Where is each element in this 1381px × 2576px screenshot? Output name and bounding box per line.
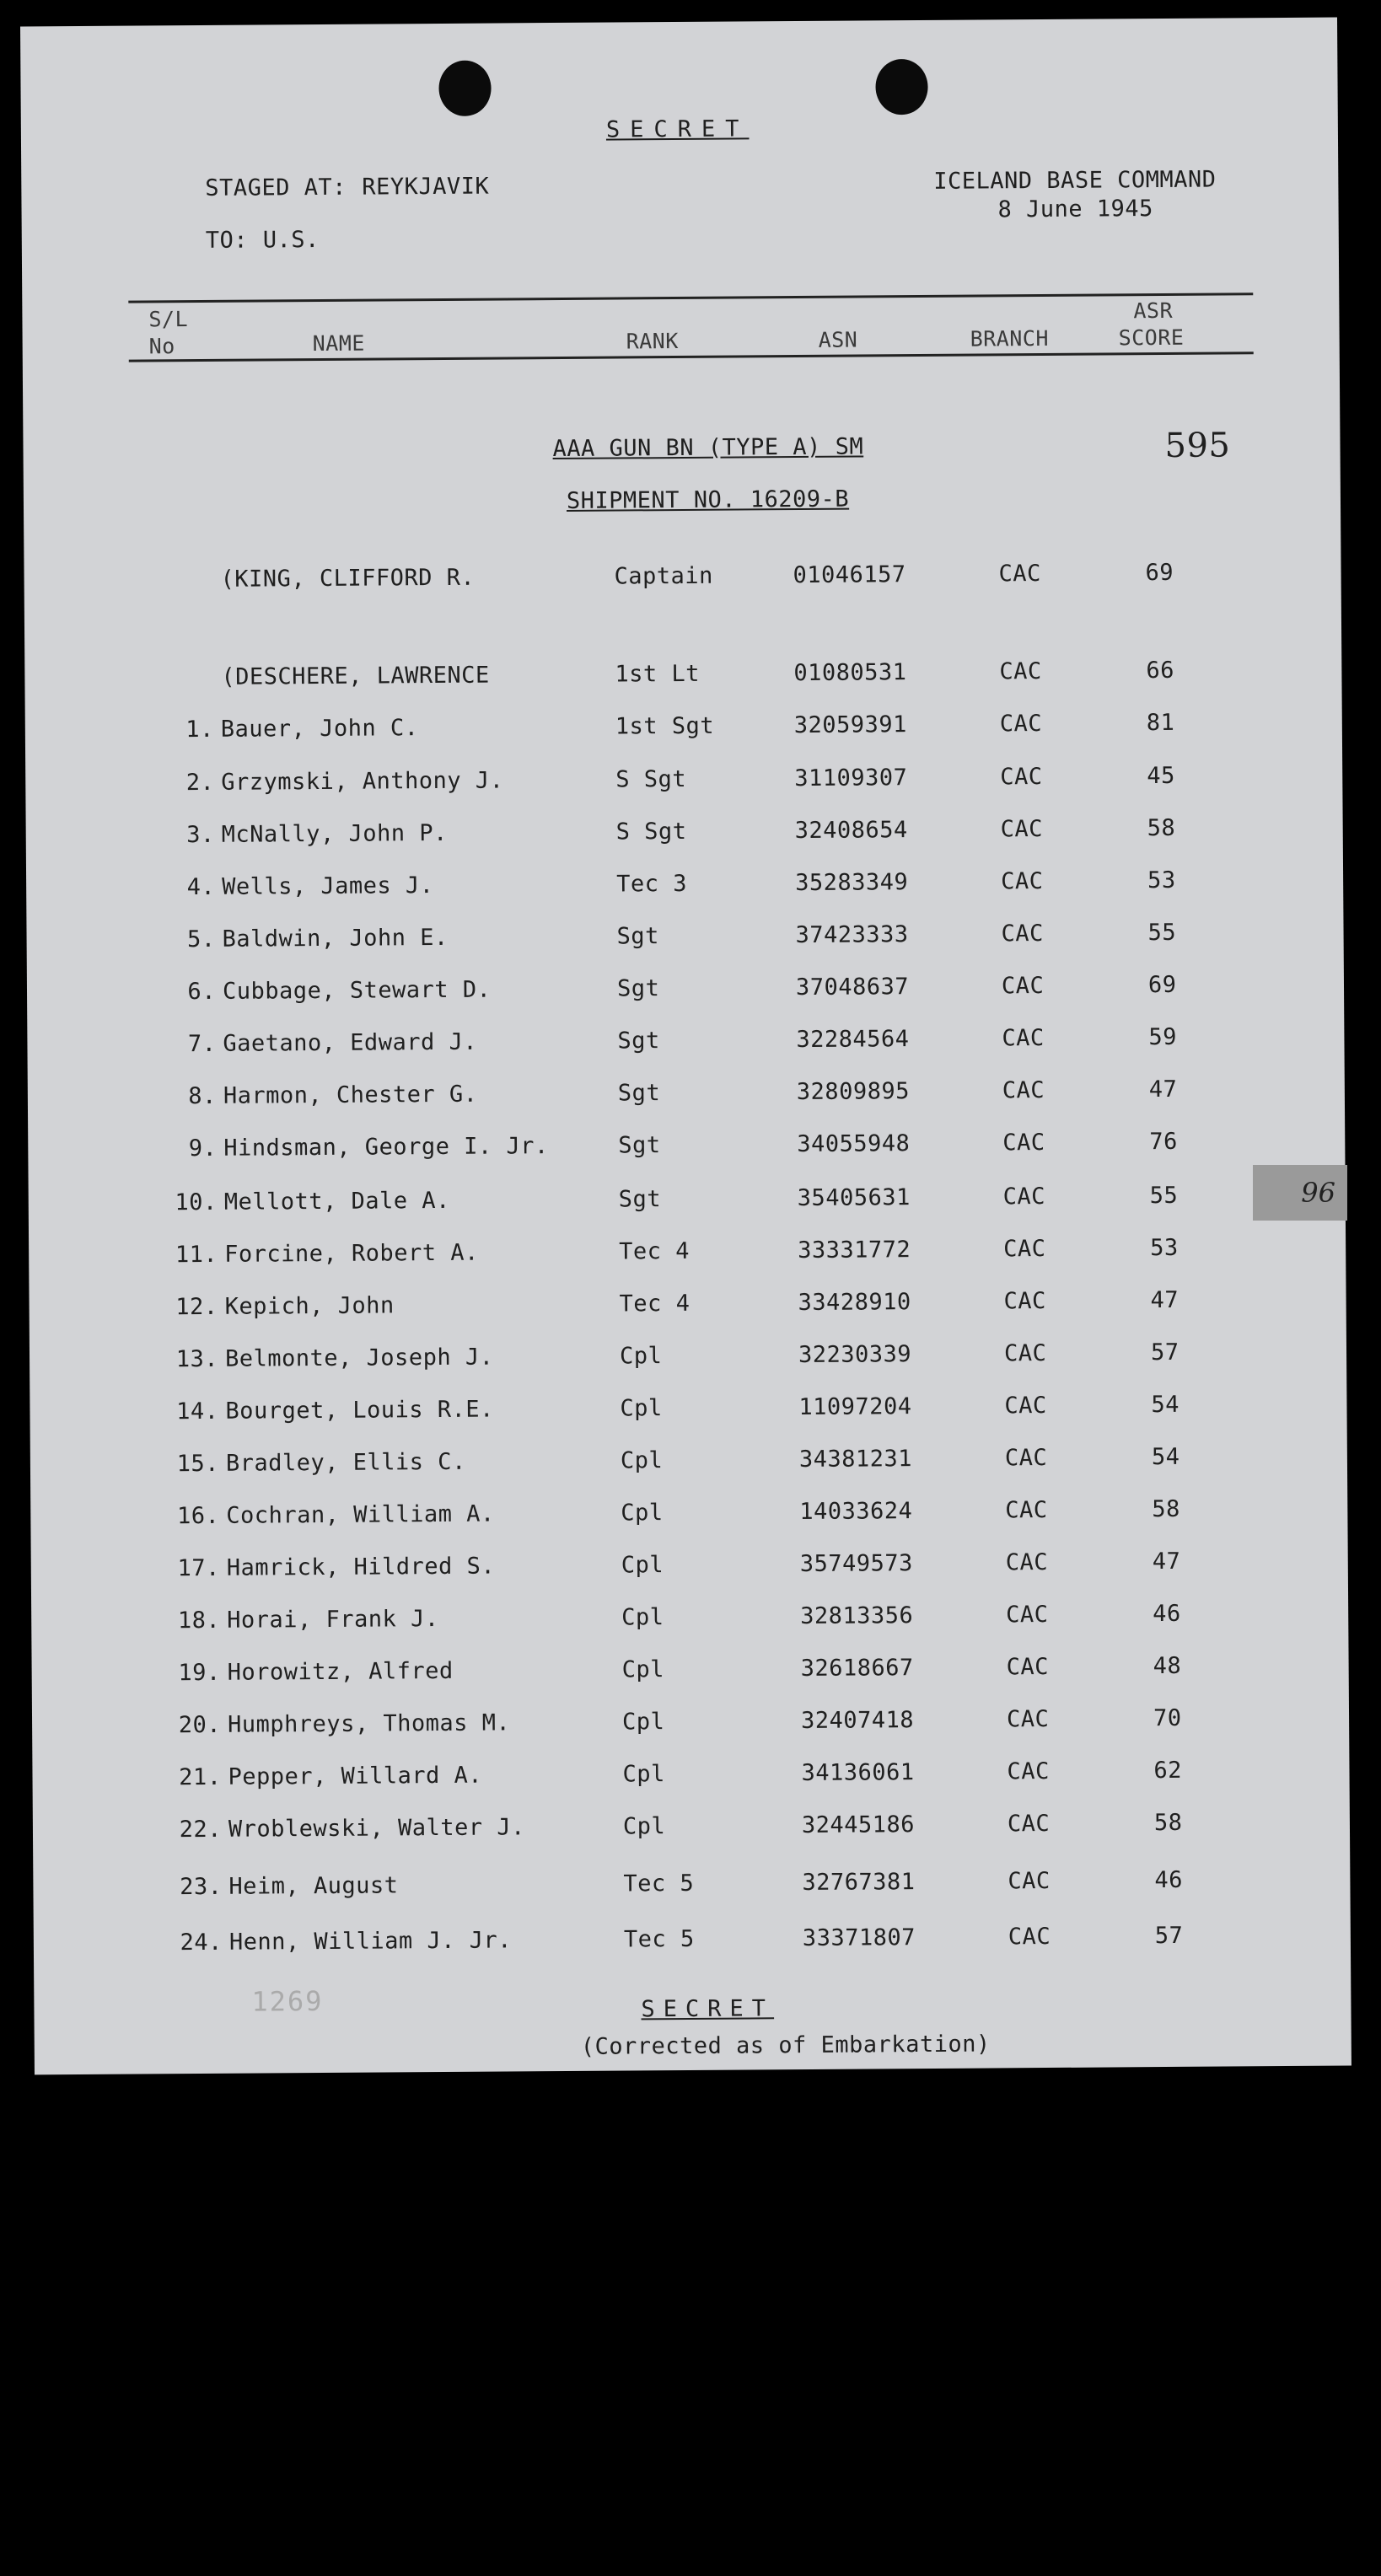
col-name: NAME — [312, 330, 365, 357]
col-sl-top: S/L — [148, 307, 189, 332]
serial-number: 7. — [187, 1030, 217, 1058]
table-row — [34, 1921, 1351, 1981]
asn-cell: 31109307 — [794, 765, 908, 792]
asn-cell: 11097204 — [798, 1393, 912, 1421]
branch-cell: CAC — [1004, 1444, 1048, 1472]
branch-cell: CAC — [1004, 1392, 1047, 1419]
table-row — [32, 1704, 1349, 1763]
score-cell: 54 — [1151, 1391, 1180, 1419]
score-cell: 57 — [1154, 1922, 1184, 1950]
rank-cell: Sgt — [617, 1080, 661, 1107]
score-cell: 69 — [1147, 971, 1177, 999]
score-cell: 66 — [1146, 657, 1175, 684]
serial-number: 24. — [180, 1929, 223, 1956]
asn-cell: 35405631 — [797, 1184, 911, 1212]
branch-cell: CAC — [1007, 1810, 1051, 1838]
score-cell: 69 — [1145, 559, 1174, 587]
officer-row — [24, 559, 1341, 619]
rank-cell: Tec 5 — [623, 1925, 695, 1953]
branch-cell: CAC — [1002, 1077, 1045, 1104]
page-number: 595 — [1164, 426, 1231, 465]
score-cell: 62 — [1153, 1757, 1183, 1784]
rank-cell: Cpl — [621, 1500, 664, 1527]
serial-number: 17. — [177, 1554, 220, 1582]
table-row — [25, 709, 1342, 769]
person-name: Forcine, Robert A. — [224, 1239, 479, 1268]
unit-title: AAA GUN BN (TYPE A) SM — [552, 433, 864, 463]
footer-note: (Corrected as of Embarkation) — [580, 2031, 991, 2060]
person-name: Horowitz, Alfred — [227, 1657, 454, 1686]
rank-cell: Cpl — [621, 1709, 665, 1736]
branch-cell: CAC — [1002, 1183, 1046, 1210]
serial-number: 8. — [188, 1082, 217, 1110]
asn-cell: 01080531 — [793, 659, 907, 687]
rank-cell: Tec 4 — [619, 1290, 690, 1318]
command-name: ICELAND BASE COMMAND — [933, 166, 1217, 195]
asn-cell: 37048637 — [795, 974, 910, 1001]
asn-cell: 32059391 — [793, 711, 907, 739]
table-row — [29, 1234, 1346, 1294]
col-rank: RANK — [626, 329, 679, 354]
rank-cell: 1st Sgt — [615, 712, 715, 740]
to-label: TO: — [205, 227, 249, 254]
person-name: Harmon, Chester G. — [223, 1081, 478, 1109]
rank-cell: S Sgt — [615, 818, 687, 845]
table-row — [29, 1182, 1346, 1242]
branch-cell: CAC — [1006, 1601, 1049, 1629]
table-row — [27, 971, 1344, 1031]
serial-number: 4. — [186, 873, 216, 901]
officer-row — [24, 657, 1341, 716]
score-cell: 53 — [1150, 1234, 1179, 1262]
score-cell: 58 — [1152, 1495, 1180, 1523]
col-branch: BRANCH — [970, 325, 1050, 352]
serial-number: 22. — [179, 1816, 223, 1843]
asn-cell: 32408654 — [794, 817, 908, 845]
rank-cell: Cpl — [622, 1813, 666, 1840]
rank-cell: Cpl — [620, 1447, 664, 1474]
table-row — [31, 1548, 1348, 1607]
branch-cell: CAC — [1000, 764, 1043, 791]
document-page — [20, 18, 1351, 2075]
asn-cell: 35283349 — [795, 869, 909, 897]
shipment-number: SHIPMENT NO. 16209-B — [566, 486, 850, 514]
person-name: Pepper, Willard A. — [228, 1762, 483, 1790]
asn-cell: 34136061 — [801, 1759, 915, 1787]
serial-number: 2. — [185, 769, 215, 797]
asn-cell: 37423333 — [795, 921, 909, 949]
rank-cell: Sgt — [618, 1132, 661, 1159]
person-name: Hindsman, George I. Jr. — [223, 1133, 549, 1162]
table-row — [33, 1808, 1350, 1868]
person-name: McNally, John P. — [221, 819, 448, 848]
rank-cell: Tec 3 — [616, 870, 688, 898]
asn-cell: 32809895 — [796, 1078, 911, 1106]
branch-cell: CAC — [1003, 1339, 1047, 1367]
table-row — [33, 1865, 1350, 1925]
branch-cell: CAC — [1001, 868, 1044, 895]
person-name: (KING, CLIFFORD R. — [220, 564, 476, 593]
table-row — [31, 1600, 1348, 1660]
rank-cell: Cpl — [620, 1395, 663, 1422]
asn-cell: 33331772 — [798, 1237, 911, 1264]
table-row — [25, 762, 1342, 822]
person-name: Wroblewski, Walter J. — [228, 1814, 525, 1843]
score-cell: 54 — [1151, 1443, 1180, 1471]
asn-cell: 32813356 — [800, 1602, 914, 1630]
branch-cell: CAC — [1001, 920, 1044, 947]
branch-cell: CAC — [1002, 1129, 1045, 1157]
table-row — [28, 1076, 1345, 1135]
staged-at-label: STAGED AT: — [205, 174, 347, 201]
branch-cell: CAC — [1007, 1758, 1050, 1785]
person-name: Bauer, John C. — [220, 715, 419, 743]
serial-number: 12. — [175, 1293, 218, 1321]
score-cell: 70 — [1153, 1704, 1182, 1732]
person-name: Henn, William J. Jr. — [228, 1927, 513, 1956]
person-name: Cubbage, Stewart D. — [222, 976, 492, 1005]
rank-cell: S Sgt — [615, 765, 687, 793]
margin-tab: 96 — [1253, 1165, 1347, 1221]
person-name: Heim, August — [228, 1872, 399, 1900]
score-cell: 47 — [1148, 1076, 1178, 1103]
serial-number: 16. — [176, 1502, 220, 1530]
asn-cell: 33371807 — [802, 1924, 916, 1952]
table-row — [30, 1286, 1346, 1346]
serial-number: 13. — [175, 1345, 219, 1373]
score-cell: 76 — [1149, 1128, 1178, 1156]
rank-cell: Cpl — [621, 1604, 664, 1631]
score-cell: 53 — [1147, 867, 1176, 894]
serial-number: 9. — [188, 1135, 218, 1162]
table-row — [30, 1339, 1346, 1398]
serial-number: 6. — [187, 978, 217, 1006]
staged-at-value: REYKJAVIK — [362, 173, 490, 201]
header-rule-bottom — [129, 352, 1254, 362]
asn-cell: 14033624 — [799, 1498, 913, 1526]
serial-number: 5. — [186, 926, 216, 953]
table-row — [32, 1652, 1349, 1712]
table-row — [26, 814, 1343, 874]
rank-cell: Cpl — [621, 1552, 664, 1579]
col-asr-top: ASR — [1133, 298, 1174, 324]
classification-bottom: SECRET — [641, 1995, 775, 2023]
serial-number: 15. — [176, 1450, 220, 1478]
asn-cell: 01046157 — [793, 561, 906, 589]
score-cell: 45 — [1147, 762, 1175, 790]
person-name: Hamrick, Hildred S. — [226, 1553, 496, 1581]
score-cell: 58 — [1153, 1809, 1183, 1837]
serial-number: 3. — [186, 821, 215, 849]
branch-cell: CAC — [999, 711, 1043, 738]
rank-cell: Sgt — [616, 975, 660, 1002]
table-row — [30, 1391, 1346, 1451]
person-name: Grzymski, Anthony J. — [221, 767, 504, 796]
score-cell: 46 — [1153, 1600, 1181, 1628]
table-row — [26, 919, 1343, 979]
table-row — [30, 1443, 1347, 1503]
person-name: (DESCHERE, LAWRENCE — [221, 662, 490, 690]
person-name: Kepich, John — [224, 1292, 395, 1320]
asn-cell: 32618667 — [800, 1655, 914, 1682]
person-name: Bradley, Ellis C. — [225, 1448, 466, 1477]
person-name: Cochran, William A. — [226, 1500, 495, 1529]
table-row — [28, 1128, 1345, 1188]
branch-cell: CAC — [998, 561, 1041, 588]
score-cell: 47 — [1150, 1286, 1179, 1314]
classification-top: SECRET — [605, 115, 750, 143]
score-cell: 58 — [1147, 814, 1176, 842]
table-row — [30, 1495, 1347, 1555]
rank-cell: Cpl — [619, 1343, 663, 1370]
branch-cell: CAC — [1008, 1923, 1051, 1951]
branch-cell: CAC — [1008, 1867, 1051, 1895]
table-row — [27, 1023, 1344, 1083]
asn-cell: 35749573 — [799, 1550, 913, 1578]
serial-number: 11. — [175, 1241, 218, 1269]
rank-cell: Cpl — [621, 1656, 665, 1683]
score-cell: 59 — [1148, 1023, 1178, 1051]
asn-cell: 32230339 — [798, 1341, 912, 1369]
person-name: Baldwin, John E. — [222, 924, 449, 953]
asn-cell: 34055948 — [797, 1130, 911, 1158]
serial-number: 20. — [178, 1711, 222, 1739]
rank-cell: Cpl — [622, 1761, 665, 1788]
score-cell: 46 — [1154, 1866, 1184, 1894]
person-name: Bourget, Louis R.E. — [225, 1396, 494, 1425]
asn-cell: 34381231 — [798, 1446, 913, 1473]
table-row — [32, 1756, 1349, 1816]
header-rule-top — [128, 292, 1253, 303]
document-date: 8 June 1945 — [997, 196, 1153, 223]
score-cell: 81 — [1146, 709, 1175, 737]
person-name: Belmonte, Joseph J. — [224, 1344, 494, 1372]
col-asn: ASN — [818, 327, 858, 352]
branch-cell: CAC — [1001, 973, 1045, 1000]
asn-cell: 33428910 — [798, 1289, 911, 1317]
score-cell: 47 — [1152, 1548, 1181, 1575]
score-cell: 48 — [1153, 1652, 1182, 1680]
serial-number: 10. — [175, 1189, 218, 1216]
serial-number: 1. — [185, 716, 214, 743]
punch-hole-left — [438, 61, 491, 116]
rank-cell: Tec 5 — [623, 1870, 695, 1897]
col-asr-bottom: SCORE — [1118, 325, 1185, 351]
serial-number: 21. — [179, 1763, 222, 1791]
branch-cell: CAC — [1002, 1025, 1045, 1052]
person-name: Humphreys, Thomas M. — [227, 1709, 511, 1738]
asn-cell: 32407418 — [800, 1707, 915, 1735]
serial-number: 18. — [177, 1607, 221, 1634]
stamp-number: 1269 — [251, 1985, 324, 2018]
rank-cell: Sgt — [617, 1028, 660, 1055]
person-name: Horai, Frank J. — [227, 1606, 439, 1634]
score-cell: 57 — [1150, 1339, 1179, 1366]
score-cell: 55 — [1149, 1182, 1179, 1210]
asn-cell: 32767381 — [802, 1869, 916, 1897]
branch-cell: CAC — [1003, 1235, 1046, 1263]
score-cell: 55 — [1147, 919, 1177, 947]
branch-cell: CAC — [1000, 816, 1044, 843]
rank-cell: 1st Lt — [615, 660, 701, 688]
person-name: Wells, James J. — [222, 872, 434, 900]
punch-hole-right — [875, 59, 927, 115]
branch-cell: CAC — [999, 658, 1042, 685]
rank-cell: Captain — [614, 562, 713, 590]
col-sl-bottom: No — [148, 334, 175, 359]
asn-cell: 32284564 — [796, 1026, 910, 1054]
rank-cell: Sgt — [616, 923, 659, 950]
table-row — [26, 867, 1343, 926]
rank-cell: Tec 4 — [619, 1237, 690, 1265]
branch-cell: CAC — [1005, 1496, 1048, 1524]
person-name: Gaetano, Edward J. — [223, 1028, 478, 1057]
to-value: U.S. — [262, 226, 320, 254]
serial-number: 23. — [180, 1873, 223, 1901]
person-name: Mellott, Dale A. — [223, 1187, 450, 1216]
branch-cell: CAC — [1003, 1287, 1046, 1315]
branch-cell: CAC — [1005, 1548, 1049, 1576]
rank-cell: Sgt — [618, 1186, 662, 1213]
serial-number: 19. — [178, 1659, 221, 1687]
asn-cell: 32445186 — [801, 1811, 916, 1839]
branch-cell: CAC — [1006, 1653, 1050, 1681]
branch-cell: CAC — [1006, 1705, 1050, 1733]
serial-number: 14. — [176, 1398, 219, 1425]
